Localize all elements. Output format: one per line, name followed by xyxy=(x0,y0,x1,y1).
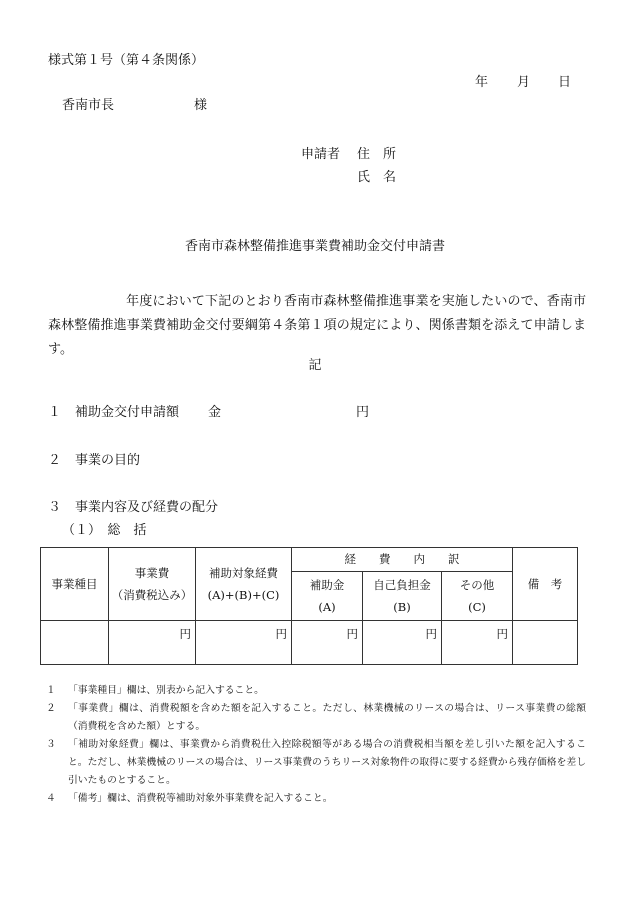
header-business-type: 事業種目 xyxy=(41,548,109,621)
notes-list xyxy=(46,682,586,808)
header-subsidy: 補助金 (A) xyxy=(292,572,363,621)
summary-table xyxy=(40,547,578,665)
note-item: ４ 「備考」欄は、消費税等補助対象外事業費を記入すること。 xyxy=(46,793,333,804)
note-item: ２ 「事業費」欄は、消費税額を含めた額を記入すること。ただし、林業機械のリースの場合は、リース事業費の総額（消費税を含めた額）とする。 xyxy=(46,703,586,732)
honorific: 様 xyxy=(194,98,208,113)
cell-subsidy: 円 xyxy=(292,621,363,665)
header-eligible-cost: 補助対象経費 (A)+(B)+(C) xyxy=(196,548,292,621)
cell-eligible-cost: 円 xyxy=(196,621,292,665)
subheading: （１） 総 括 xyxy=(62,523,147,538)
item-1-number: １ xyxy=(48,405,62,420)
note-item: １ 「事業種目」欄は、別表から記入すること。 xyxy=(46,685,264,696)
header-self-burden: 自己負担金 (B) xyxy=(363,572,442,621)
applicant-label: 申請者 xyxy=(301,147,341,162)
body-paragraph xyxy=(48,290,586,362)
date-year: 年 xyxy=(475,75,489,90)
header-other: その他 (C) xyxy=(442,572,513,621)
header-business-cost: 事業費 （消費税込み） xyxy=(109,548,196,621)
item-3-number: ３ xyxy=(48,500,62,515)
cell-business-type xyxy=(41,621,109,665)
item-1-yen: 円 xyxy=(356,405,370,420)
cell-business-cost: 円 xyxy=(109,621,196,665)
cell-remarks xyxy=(513,621,578,665)
addressee: 香南市長 xyxy=(62,98,115,113)
applicant-address-label: 住 所 xyxy=(357,147,397,162)
document-title: 香南市森林整備推進事業費補助金交付申請書 xyxy=(184,239,445,254)
header-remarks: 備 考 xyxy=(513,548,578,621)
form-number: 様式第１号（第４条関係） xyxy=(48,53,205,68)
item-2-label: 事業の目的 xyxy=(75,453,141,468)
date-day: 日 xyxy=(558,75,572,90)
body-text: 年度において下記のとおり香南市森林整備推進事業を実施したいので、香南市森林整備推進事業費補助金交付要綱第４条第１項の規定により、関係書類を添えて申請します。 xyxy=(48,294,586,357)
item-3-label: 事業内容及び経費の配分 xyxy=(75,500,219,515)
header-cost-breakdown: 経 費 内 訳 xyxy=(292,548,513,572)
item-1-label: 補助金交付申請額 xyxy=(75,405,180,420)
note-item: ３ 「補助対象経費」欄は、事業費から消費税仕入控除税額等がある場合の消費税相当額を差し引いた額を記入すること。ただし、林業機械のリースの場合は、リース事業費のうちリース対象物件の取得に要する経費から残存価格を差し引いたものとすること。 xyxy=(46,739,586,786)
item-2-number: ２ xyxy=(48,453,62,468)
cell-self-burden: 円 xyxy=(363,621,442,665)
cell-other: 円 xyxy=(442,621,513,665)
ki-heading: 記 xyxy=(308,358,322,373)
applicant-name-label: 氏 名 xyxy=(357,170,397,185)
item-1-kin: 金 xyxy=(208,405,222,420)
date-month: 月 xyxy=(517,75,531,90)
